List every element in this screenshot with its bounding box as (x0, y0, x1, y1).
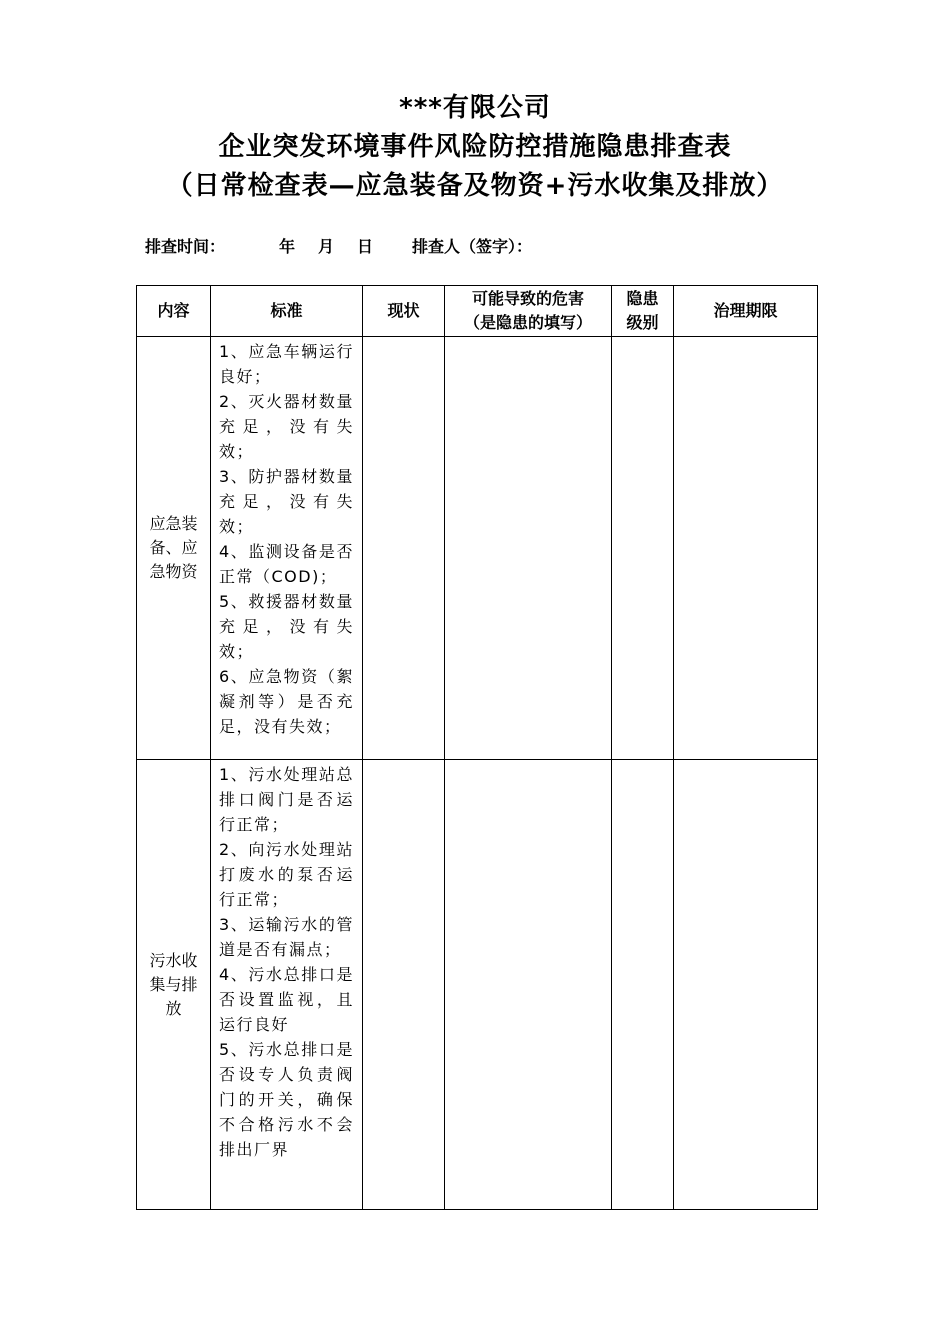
header-content: 内容 (137, 286, 211, 337)
header-level-line1: 隐患 (626, 289, 659, 308)
document-title: 企业突发环境事件风险防控措施隐患排查表 (218, 132, 732, 162)
standard-item: 4、污水总排口是否设置监视，且运行良好 (219, 965, 354, 1034)
table-row (137, 760, 818, 1210)
harm-cell[interactable] (445, 337, 612, 760)
standard-item: 5、救援器材数量充足，没有失效； (219, 592, 354, 661)
header-standard: 标准 (211, 286, 363, 337)
row-standards (211, 337, 363, 760)
inspector-signature-label: 排查人（签字）： (412, 237, 533, 256)
header-harm-line1: 可能导致的危害 (471, 289, 584, 308)
standard-item: 3、防护器材数量充足，没有失效； (219, 467, 354, 536)
row-category: 污水收集与排放 (137, 760, 211, 1210)
status-cell[interactable] (363, 337, 445, 760)
header-level (612, 286, 674, 337)
header-harm-line2: （是隐患的填写） (463, 313, 592, 332)
standard-item: 1、污水处理站总排口阀门是否运行正常； (219, 765, 354, 834)
year-label: 年 (279, 237, 296, 256)
table-header-row (137, 286, 818, 337)
header-status: 现状 (363, 286, 445, 337)
company-name: ***有限公司 (399, 93, 551, 123)
header-harm (445, 286, 612, 337)
level-cell[interactable] (612, 337, 674, 760)
harm-cell[interactable] (445, 760, 612, 1210)
level-cell[interactable] (612, 760, 674, 1210)
standard-item: 6、应急物资（絮凝剂等）是否充足，没有失效； (219, 667, 354, 736)
table-row (137, 337, 818, 760)
row-category: 应急装备、应急物资 (137, 337, 211, 760)
header-level-line2: 级别 (626, 313, 659, 332)
status-cell[interactable] (363, 760, 445, 1210)
day-label: 日 (357, 237, 374, 256)
deadline-cell[interactable] (674, 337, 818, 760)
month-label: 月 (318, 237, 335, 256)
standard-item: 1、应急车辆运行良好； (219, 342, 354, 386)
inspection-time-label: 排查时间： (145, 237, 226, 256)
standard-item: 2、灭火器材数量充足，没有失效； (219, 392, 354, 461)
row-standards (211, 760, 363, 1210)
standard-item: 5、污水总排口是否设专人负责阀门的开关，确保不合格污水不会排出厂界 (219, 1040, 354, 1159)
standard-item: 3、运输污水的管道是否有漏点； (219, 915, 354, 959)
standard-item: 4、监测设备是否正常（COD)； (219, 542, 354, 586)
deadline-cell[interactable] (674, 760, 818, 1210)
standard-item: 2、向污水处理站打废水的泵否运行正常； (219, 840, 354, 909)
header-deadline: 治理期限 (674, 286, 818, 337)
document-subtitle: （日常检查表—应急装备及物资+污水收集及排放） (166, 171, 784, 201)
inspection-table (136, 285, 818, 1210)
